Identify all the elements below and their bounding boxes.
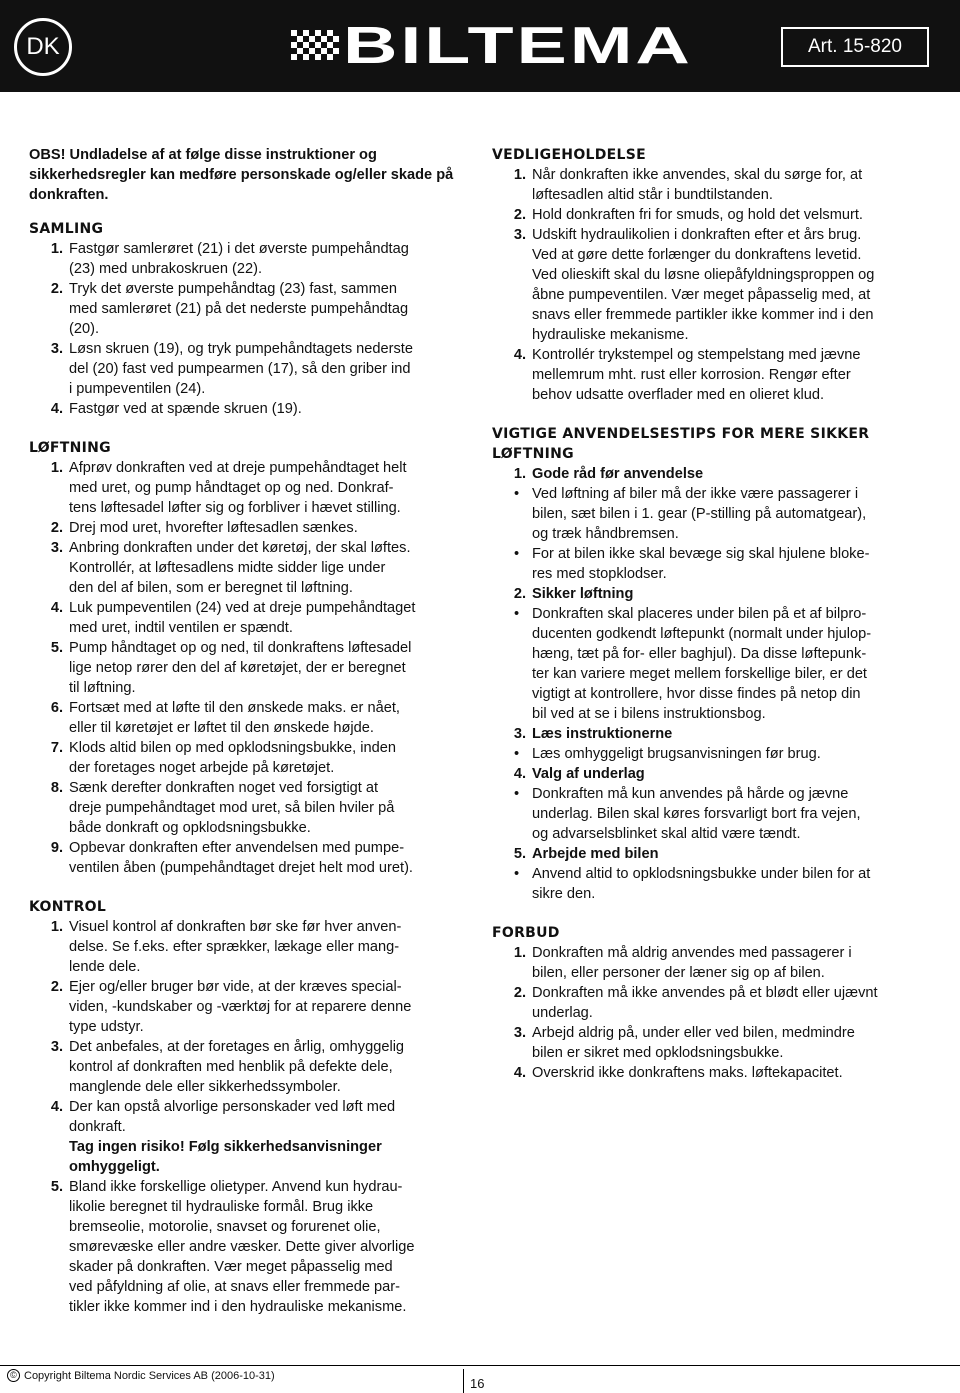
- left-column: [29, 145, 479, 1317]
- item-number: 4.: [50, 1099, 63, 1115]
- item-text-line: (23) med unbrakoskruen (22).: [69, 261, 263, 277]
- section-tips: [492, 424, 932, 904]
- item-text-line: mellemrum mht. rust eller korrosion. Rengør efter: [532, 367, 851, 383]
- item-text-line: Hold donkraften fri for smuds, og hold det velsmurt.: [532, 207, 863, 223]
- item-text-line: lende dele.: [69, 959, 141, 975]
- item-text-line: Drej mod uret, hvorefter løftesadlen sænkes.: [69, 520, 358, 536]
- page-number: 16: [470, 1376, 485, 1391]
- list-item: [492, 165, 932, 205]
- item-number: 9.: [50, 840, 63, 856]
- list-item: [29, 1097, 479, 1177]
- tip-group-title: Sikker løftning: [532, 586, 634, 602]
- warning-notice: OBS! Undladelse af at følge disse instruktioner og sikkerhedsregler kan medføre personskade og/eller skade på donkraften.: [29, 147, 454, 203]
- item-text-line: Det anbefales, at der foretages en årlig, omhyggelig: [69, 1039, 405, 1055]
- list-item: [29, 399, 479, 419]
- section-heading: LØFTNING: [29, 440, 111, 456]
- section-heading: SAMLING: [29, 221, 104, 237]
- list-item: [29, 638, 479, 698]
- bullet-text-line: res med stopklodser.: [532, 566, 667, 582]
- bullet-icon: •: [514, 546, 520, 562]
- item-number: 4.: [50, 600, 63, 616]
- bullet-text-line: Donkraften skal placeres under bilen på et af bilpro-: [532, 606, 867, 622]
- bullet-text-line: ter kan variere meget mellem forskellige biler, er det: [532, 666, 867, 682]
- item-text-line: delse. Se f.eks. efter sprækker, lækage eller mang-: [69, 939, 400, 955]
- item-text-line: den del af bilen, som er beregnet til løftning.: [69, 580, 353, 596]
- checkered-flag-icon: [291, 30, 339, 64]
- bullet-text-line: sikre den.: [532, 886, 596, 902]
- item-text-line: bilen, eller personer der læner sig op af bilen.: [532, 965, 825, 981]
- tip-group-title: Læs instruktionerne: [532, 726, 673, 742]
- bullet-icon: •: [514, 606, 520, 622]
- bullet-item: [492, 484, 932, 544]
- item-text-line: (20).: [69, 321, 100, 337]
- section-heading: VIGTIGE ANVENDELSESTIPS FOR MERE SIKKER: [492, 426, 870, 442]
- bullet-item: [492, 864, 932, 904]
- tip-group-number: 4.: [513, 766, 526, 782]
- item-number: 4.: [513, 1065, 526, 1081]
- tip-group-number: 3.: [513, 726, 526, 742]
- tip-group-title: Gode råd før anvendelse: [532, 466, 704, 482]
- bullet-text-line: Anvend altid to opklodsningsbukke under bilen for at: [532, 866, 871, 882]
- bullet-icon: •: [514, 786, 520, 802]
- bullet-text-line: bilen, sæt bilen i 1. gear (P-stilling på automatgear),: [532, 506, 867, 522]
- list-item: [492, 225, 932, 345]
- item-number: 2.: [513, 207, 526, 223]
- item-text-line: Donkraften må ikke anvendes på et blødt eller ujævnt: [532, 985, 878, 1001]
- brand-logo: BILTEMA: [343, 17, 693, 75]
- list-item: [492, 943, 932, 983]
- item-text-line: Visuel kontrol af donkraften bør ske før hver anven-: [69, 919, 402, 935]
- item-text-line: i pumpeventilen (24).: [69, 381, 206, 397]
- list-item: [492, 345, 932, 405]
- bullet-icon: •: [514, 746, 520, 762]
- list-item: [29, 339, 479, 399]
- copyright-icon: ©: [7, 1369, 20, 1382]
- item-text-line: skader på donkraften. Vær meget påpasselig med: [69, 1259, 393, 1275]
- item-number: 3.: [513, 227, 526, 243]
- forbud-list: [492, 943, 932, 1083]
- section-heading: KONTROL: [29, 899, 107, 915]
- item-text-line: manglende dele eller sikkerhedssymboler.: [69, 1079, 341, 1095]
- item-text-line: Bland ikke forskellige olietyper. Anvend kun hydrau-: [69, 1179, 403, 1195]
- tip-group-number: 1.: [513, 466, 526, 482]
- item-number: 2.: [50, 520, 63, 536]
- bullet-item: [492, 744, 932, 764]
- copyright-text: Copyright Biltema Nordic Services AB (2006-10-31): [24, 1369, 275, 1382]
- item-text-line: Sænk derefter donkraften noget ved forsigtigt at: [69, 780, 379, 796]
- item-number: 8.: [50, 780, 63, 796]
- safety-warning-line: omhyggeligt.: [69, 1159, 160, 1175]
- bullet-text-line: og advarselsblinket skal altid være tændt.: [532, 826, 801, 842]
- item-text-line: med samlerøret (21) på det nederste pumpehåndtag: [69, 301, 409, 317]
- item-text-line: Opbevar donkraften efter anvendelsen med pumpe-: [69, 840, 405, 856]
- item-text-line: eller til køretøjet er løftet til den ønskede højde.: [69, 720, 374, 736]
- bullet-text-line: bil ved at se i bilens instruktionsbog.: [532, 706, 766, 722]
- bullet-text-line: Ved løftning af biler må der ikke være passagerer i: [532, 486, 859, 502]
- item-text-line: Anbring donkraften under det køretøj, der skal løftes.: [69, 540, 411, 556]
- item-text-line: der foretages noget arbejde på køretøjet.: [69, 760, 335, 776]
- item-text-line: bilen er sikret med opklodsningsbukke.: [532, 1045, 784, 1061]
- item-text-line: Der kan opstå alvorlige personskader ved løft med: [69, 1099, 396, 1115]
- item-text-line: ved påfyldning af olie, at snavs eller fremmede par-: [69, 1279, 400, 1295]
- list-item: [29, 698, 479, 738]
- item-text-line: tens løftesadel løfter sig og forbliver i hævet stilling.: [69, 500, 401, 516]
- bullet-item: [492, 544, 932, 584]
- bullet-icon: •: [514, 486, 520, 502]
- item-text-line: donkraft.: [69, 1119, 126, 1135]
- section-heading-cont: LØFTNING: [492, 446, 574, 462]
- list-item: [29, 598, 479, 638]
- item-text-line: Arbejd aldrig på, under eller ved bilen, medmindre: [532, 1025, 855, 1041]
- safety-warning-line: Tag ingen risiko! Følg sikkerhedsanvisninger: [69, 1139, 382, 1155]
- section-samling: [29, 219, 479, 419]
- item-text-line: åbne pumpeventilen. Vær meget påpasselig med, at: [532, 287, 871, 303]
- item-number: 7.: [50, 740, 63, 756]
- country-badge: DK: [14, 18, 72, 76]
- item-number: 6.: [50, 700, 63, 716]
- item-text-line: kontrol af donkraften med henblik på defekte dele,: [69, 1059, 393, 1075]
- item-text-line: Tryk det øverste pumpehåndtag (23) fast, sammen: [69, 281, 397, 297]
- list-item: [492, 1063, 932, 1083]
- bullet-text-line: underlag. Bilen skal køres forsvarligt bort fra vejen,: [532, 806, 861, 822]
- vedligeholdelse-list: [492, 165, 932, 405]
- item-text-line: både donkraft og opklodsningsbukke.: [69, 820, 311, 836]
- item-number: 3.: [50, 341, 63, 357]
- item-number: 1.: [50, 241, 63, 257]
- item-text-line: viden, -kundskaber og -værktøj for at reparere denne: [69, 999, 412, 1015]
- item-text-line: Løsn skruen (19), og tryk pumpehåndtagets nederste: [69, 341, 413, 357]
- item-text-line: lige netop rører den del af køretøjet, der er beregnet: [69, 660, 406, 676]
- section-heading: VEDLIGEHOLDELSE: [492, 147, 646, 163]
- section-forbud: [492, 923, 932, 1083]
- item-text-line: hydrauliske mekanisme.: [532, 327, 689, 343]
- list-item: [29, 1177, 479, 1317]
- tip-group-title: Valg af underlag: [532, 766, 645, 782]
- section-loftning: [29, 438, 479, 878]
- item-number: 4.: [50, 401, 63, 417]
- list-item: [492, 1023, 932, 1063]
- item-number: 1.: [513, 945, 526, 961]
- item-text-line: Fortsæt med at løfte til den ønskede maks. er nået,: [69, 700, 400, 716]
- page-number-divider: [463, 1369, 464, 1393]
- bullet-text-line: ducenten godkendt løftepunkt (normalt under hjulop-: [532, 626, 872, 642]
- tip-group-heading: [492, 464, 932, 484]
- item-text-line: smørevæske eller andre væsker. Dette giver alvorlige: [69, 1239, 415, 1255]
- item-text-line: dreje pumpehåndtaget mod uret, så bilen hviler på: [69, 800, 395, 816]
- tip-group-heading: [492, 764, 932, 784]
- item-text-line: type udstyr.: [69, 1019, 144, 1035]
- item-text-line: Kontrollér trykstempel og stempelstang med jævne: [532, 347, 861, 363]
- footer-divider: [0, 1365, 960, 1366]
- kontrol-list: [29, 917, 479, 1317]
- footer-copyright: [7, 1369, 275, 1382]
- item-text-line: løftesadlen altid står i bundtilstanden.: [532, 187, 773, 203]
- list-item: [29, 838, 479, 878]
- bullet-item: [492, 784, 932, 844]
- item-text-line: Ved at gøre dette forlænger du donkraftens levetid.: [532, 247, 862, 263]
- item-number: 2.: [50, 979, 63, 995]
- item-number: 1.: [50, 460, 63, 476]
- item-text-line: med uret, og pump håndtaget op og ned. Donkraf-: [69, 480, 394, 496]
- bullet-text-line: hæng, tæt på for- eller baghjul). Da disse løftepunk-: [532, 646, 867, 662]
- list-item: [29, 518, 479, 538]
- bullet-text-line: For at bilen ikke skal bevæge sig skal hjulene bloke-: [532, 546, 870, 562]
- right-column: [492, 145, 932, 1083]
- tip-group-title: Arbejde med bilen: [532, 846, 659, 862]
- item-number: 1.: [50, 919, 63, 935]
- item-text-line: Donkraften må aldrig anvendes med passagerer i: [532, 945, 852, 961]
- item-text-line: Overskrid ikke donkraftens maks. løftekapacitet.: [532, 1065, 843, 1081]
- bullet-text-line: vigtigt at kontrollere, hvor disse findes på netop din: [532, 686, 861, 702]
- tip-group-number: 5.: [513, 846, 526, 862]
- list-item: [492, 205, 932, 225]
- samling-list: [29, 239, 479, 419]
- list-item: [492, 983, 932, 1023]
- item-number: 5.: [50, 1179, 63, 1195]
- item-text-line: tikler ikke kommer ind i den hydrauliske mekanisme.: [69, 1299, 407, 1315]
- item-number: 3.: [50, 1039, 63, 1055]
- section-kontrol: [29, 897, 479, 1317]
- list-item: [29, 538, 479, 598]
- item-number: 2.: [513, 985, 526, 1001]
- bullet-text-line: og træk håndbremsen.: [532, 526, 679, 542]
- bullet-text-line: Donkraften må kun anvendes på hårde og jævne: [532, 786, 849, 802]
- item-number: 5.: [50, 640, 63, 656]
- list-item: [29, 279, 479, 339]
- item-text-line: behov udsatte overflader med en olieret klud.: [532, 387, 825, 403]
- bullet-icon: •: [514, 866, 520, 882]
- item-number: 2.: [50, 281, 63, 297]
- item-text-line: med uret, indtil ventilen er spændt.: [69, 620, 293, 636]
- tip-group-heading: [492, 724, 932, 744]
- tip-group-heading: [492, 584, 932, 604]
- item-text-line: Når donkraften ikke anvendes, skal du sørge for, at: [532, 167, 863, 183]
- loftning-list: [29, 458, 479, 878]
- item-number: 3.: [513, 1025, 526, 1041]
- item-number: 3.: [50, 540, 63, 556]
- tip-group-number: 2.: [513, 586, 526, 602]
- item-text-line: til løftning.: [69, 680, 136, 696]
- item-text-line: bremseolie, motorolie, snavset og forurenet olie,: [69, 1219, 381, 1235]
- section-vedligeholdelse: [492, 145, 932, 405]
- item-text-line: snavs eller fremmede partikler ikke kommer ind i den: [532, 307, 874, 323]
- list-item: [29, 458, 479, 518]
- item-text-line: underlag.: [532, 1005, 593, 1021]
- list-item: [29, 778, 479, 838]
- item-text-line: Kontrollér, at løftesadlens midte sidder lige under: [69, 560, 386, 576]
- list-item: [29, 917, 479, 977]
- list-item: [29, 1037, 479, 1097]
- item-text-line: Udskift hydraulikolien i donkraften efter et års brug.: [532, 227, 862, 243]
- item-text-line: ventilen åben (pumpehåndtaget drejet helt mod uret).: [69, 860, 413, 876]
- header-bar: [0, 0, 960, 92]
- section-heading: FORBUD: [492, 925, 560, 941]
- bullet-item: [492, 604, 932, 724]
- list-item: [29, 738, 479, 778]
- item-text-line: Klods altid bilen op med opklodsningsbukke, inden: [69, 740, 396, 756]
- list-item: [29, 977, 479, 1037]
- item-number: 1.: [513, 167, 526, 183]
- item-number: 4.: [513, 347, 526, 363]
- tip-group-heading: [492, 844, 932, 864]
- bullet-text-line: Læs omhyggeligt brugsanvisningen før brug.: [532, 746, 821, 762]
- item-text-line: Luk pumpeventilen (24) ved at dreje pumpehåndtaget: [69, 600, 416, 616]
- article-number: Art. 15-820: [781, 27, 929, 67]
- item-text-line: Ejer og/eller bruger bør vide, at der kræves special-: [69, 979, 402, 995]
- item-text-line: del (20) fast ved pumpearmen (17), så den griber ind: [69, 361, 411, 377]
- item-text-line: Afprøv donkraften ved at dreje pumpehåndtaget helt: [69, 460, 407, 476]
- tips-list: [492, 464, 932, 904]
- item-text-line: Ved olieskift skal du løsne oliepåfyldningsproppen og: [532, 267, 875, 283]
- item-text-line: Fastgør samlerøret (21) i det øverste pumpehåndtag: [69, 241, 409, 257]
- item-text-line: Pump håndtaget op og ned, til donkraftens løftesadel: [69, 640, 412, 656]
- item-text-line: Fastgør ved at spænde skruen (19).: [69, 401, 302, 417]
- item-text-line: likolie beregnet til hydrauliske formål. Brug ikke: [69, 1199, 374, 1215]
- list-item: [29, 239, 479, 279]
